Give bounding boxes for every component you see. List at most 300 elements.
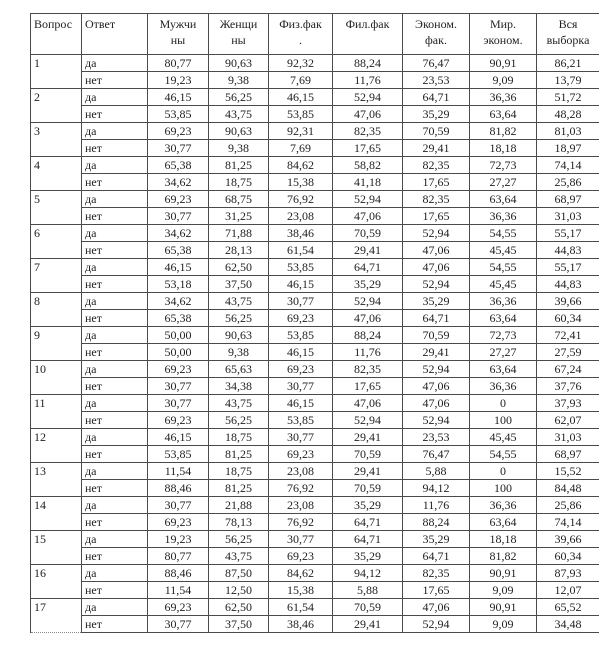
value-cell: 11,54 xyxy=(148,463,209,480)
value-cell: 72,73 xyxy=(470,327,537,344)
table-row xyxy=(31,446,599,463)
value-cell: 87,50 xyxy=(209,565,269,582)
table-row xyxy=(31,157,599,174)
value-cell: 44,83 xyxy=(537,276,599,293)
value-cell: 15,38 xyxy=(269,582,333,599)
value-cell: 45,45 xyxy=(470,429,537,446)
value-cell: 65,38 xyxy=(148,310,209,327)
value-cell: 34,38 xyxy=(209,378,269,395)
table-row xyxy=(31,276,599,293)
value-cell: 43,75 xyxy=(209,293,269,310)
value-cell: 31,03 xyxy=(537,208,599,225)
table-row xyxy=(31,140,599,157)
header-men: Мужчи ны xyxy=(148,14,209,55)
value-cell: 53,85 xyxy=(269,327,333,344)
value-cell: 7,69 xyxy=(269,72,333,89)
table-row xyxy=(31,531,599,548)
value-cell: 82,35 xyxy=(403,191,470,208)
question-number: 10 xyxy=(31,361,82,395)
answer-cell: да xyxy=(82,395,148,412)
value-cell: 72,41 xyxy=(537,327,599,344)
value-cell: 23,53 xyxy=(403,72,470,89)
value-cell: 47,06 xyxy=(403,395,470,412)
value-cell: 36,36 xyxy=(470,378,537,395)
value-cell: 23,08 xyxy=(269,497,333,514)
value-cell: 81,25 xyxy=(209,480,269,497)
question-number: 12 xyxy=(31,429,82,463)
value-cell: 86,21 xyxy=(537,55,599,72)
table-row xyxy=(31,225,599,242)
value-cell: 65,52 xyxy=(537,599,599,616)
value-cell: 37,76 xyxy=(537,378,599,395)
table-row xyxy=(31,582,599,599)
value-cell: 44,83 xyxy=(537,242,599,259)
value-cell: 71,88 xyxy=(209,225,269,242)
value-cell: 17,65 xyxy=(333,140,403,157)
value-cell: 37,50 xyxy=(209,276,269,293)
question-number: 8 xyxy=(31,293,82,327)
value-cell: 50,00 xyxy=(148,344,209,361)
value-cell: 36,36 xyxy=(470,293,537,310)
value-cell: 70,59 xyxy=(333,480,403,497)
value-cell: 23,08 xyxy=(269,208,333,225)
table-row xyxy=(31,514,599,531)
value-cell: 30,77 xyxy=(269,378,333,395)
answer-cell: нет xyxy=(82,514,148,531)
value-cell: 46,15 xyxy=(269,276,333,293)
value-cell: 52,94 xyxy=(403,412,470,429)
header-total: Вся выборка xyxy=(537,14,599,55)
value-cell: 53,85 xyxy=(269,259,333,276)
value-cell: 100 xyxy=(470,480,537,497)
value-cell: 80,77 xyxy=(148,55,209,72)
value-cell: 47,06 xyxy=(333,310,403,327)
value-cell: 47,06 xyxy=(333,106,403,123)
value-cell: 30,77 xyxy=(269,293,333,310)
value-cell: 30,77 xyxy=(269,429,333,446)
value-cell: 34,62 xyxy=(148,225,209,242)
value-cell: 74,14 xyxy=(537,157,599,174)
value-cell: 84,62 xyxy=(269,565,333,582)
answer-cell: нет xyxy=(82,106,148,123)
document-page xyxy=(30,13,599,633)
value-cell: 12,50 xyxy=(209,582,269,599)
answer-cell: да xyxy=(82,599,148,616)
value-cell: 69,23 xyxy=(269,548,333,565)
value-cell: 27,59 xyxy=(537,344,599,361)
value-cell: 61,54 xyxy=(269,599,333,616)
table-body xyxy=(31,55,599,633)
table-row xyxy=(31,565,599,582)
value-cell: 47,06 xyxy=(403,259,470,276)
value-cell: 46,15 xyxy=(148,429,209,446)
value-cell: 82,35 xyxy=(403,157,470,174)
answer-cell: да xyxy=(82,225,148,242)
value-cell: 34,62 xyxy=(148,293,209,310)
value-cell: 11,76 xyxy=(333,344,403,361)
value-cell: 90,63 xyxy=(209,55,269,72)
value-cell: 11,76 xyxy=(333,72,403,89)
answer-cell: да xyxy=(82,361,148,378)
table-row xyxy=(31,463,599,480)
value-cell: 53,85 xyxy=(148,106,209,123)
value-cell: 52,94 xyxy=(333,293,403,310)
table-row xyxy=(31,395,599,412)
answer-cell: да xyxy=(82,293,148,310)
value-cell: 68,97 xyxy=(537,446,599,463)
value-cell: 29,41 xyxy=(333,429,403,446)
value-cell: 43,75 xyxy=(209,395,269,412)
header-phys-fac: Физ.фак . xyxy=(269,14,333,55)
value-cell: 35,29 xyxy=(403,106,470,123)
answer-cell: да xyxy=(82,123,148,140)
value-cell: 80,77 xyxy=(148,548,209,565)
value-cell: 18,97 xyxy=(537,140,599,157)
value-cell: 72,73 xyxy=(470,157,537,174)
answer-cell: да xyxy=(82,463,148,480)
answer-cell: нет xyxy=(82,548,148,565)
value-cell: 69,23 xyxy=(148,123,209,140)
header-econ-fac: Эконом. фак. xyxy=(403,14,470,55)
value-cell: 7,69 xyxy=(269,140,333,157)
value-cell: 46,15 xyxy=(269,395,333,412)
value-cell: 15,38 xyxy=(269,174,333,191)
table-row xyxy=(31,378,599,395)
table-row xyxy=(31,174,599,191)
value-cell: 53,85 xyxy=(269,412,333,429)
table-row xyxy=(31,293,599,310)
value-cell: 35,29 xyxy=(333,497,403,514)
value-cell: 52,94 xyxy=(333,412,403,429)
value-cell: 53,85 xyxy=(148,446,209,463)
value-cell: 81,03 xyxy=(537,123,599,140)
value-cell: 46,15 xyxy=(148,259,209,276)
value-cell: 18,18 xyxy=(470,531,537,548)
answer-cell: да xyxy=(82,55,148,72)
header-world-econ: Мир. эконом. xyxy=(470,14,537,55)
value-cell: 41,18 xyxy=(333,174,403,191)
question-number: 17 xyxy=(31,599,82,633)
value-cell: 35,29 xyxy=(333,276,403,293)
value-cell: 76,92 xyxy=(269,480,333,497)
header-answer: Ответ xyxy=(82,14,148,55)
value-cell: 62,07 xyxy=(537,412,599,429)
value-cell: 38,46 xyxy=(269,616,333,633)
table-row xyxy=(31,429,599,446)
value-cell: 43,75 xyxy=(209,548,269,565)
answer-cell: да xyxy=(82,429,148,446)
value-cell: 54,55 xyxy=(470,446,537,463)
value-cell: 39,66 xyxy=(537,293,599,310)
value-cell: 64,71 xyxy=(333,514,403,531)
value-cell: 60,34 xyxy=(537,548,599,565)
value-cell: 81,25 xyxy=(209,157,269,174)
value-cell: 92,31 xyxy=(269,123,333,140)
value-cell: 62,50 xyxy=(209,599,269,616)
value-cell: 23,53 xyxy=(403,429,470,446)
answer-cell: да xyxy=(82,191,148,208)
value-cell: 69,23 xyxy=(269,310,333,327)
question-number: 14 xyxy=(31,497,82,531)
value-cell: 43,75 xyxy=(209,106,269,123)
value-cell: 69,23 xyxy=(148,514,209,531)
value-cell: 36,36 xyxy=(470,497,537,514)
value-cell: 88,46 xyxy=(148,480,209,497)
question-number: 9 xyxy=(31,327,82,361)
question-number: 6 xyxy=(31,225,82,259)
value-cell: 35,29 xyxy=(333,548,403,565)
value-cell: 69,23 xyxy=(148,412,209,429)
question-number: 13 xyxy=(31,463,82,497)
value-cell: 9,38 xyxy=(209,140,269,157)
table-row xyxy=(31,89,599,106)
value-cell: 50,00 xyxy=(148,327,209,344)
value-cell: 46,15 xyxy=(148,89,209,106)
value-cell: 87,93 xyxy=(537,565,599,582)
question-number: 2 xyxy=(31,89,82,123)
value-cell: 36,36 xyxy=(470,208,537,225)
value-cell: 29,41 xyxy=(333,616,403,633)
answer-cell: да xyxy=(82,259,148,276)
value-cell: 36,36 xyxy=(470,89,537,106)
value-cell: 18,75 xyxy=(209,463,269,480)
value-cell: 63,64 xyxy=(470,514,537,531)
value-cell: 63,64 xyxy=(470,106,537,123)
table-row xyxy=(31,599,599,616)
table-row xyxy=(31,616,599,633)
table-row xyxy=(31,548,599,565)
value-cell: 52,94 xyxy=(403,276,470,293)
value-cell: 63,64 xyxy=(470,191,537,208)
value-cell: 63,64 xyxy=(470,310,537,327)
value-cell: 29,41 xyxy=(403,344,470,361)
table-row xyxy=(31,310,599,327)
value-cell: 84,48 xyxy=(537,480,599,497)
value-cell: 88,24 xyxy=(333,55,403,72)
value-cell: 100 xyxy=(470,412,537,429)
value-cell: 30,77 xyxy=(148,208,209,225)
value-cell: 17,65 xyxy=(333,378,403,395)
value-cell: 17,65 xyxy=(403,582,470,599)
value-cell: 38,46 xyxy=(269,225,333,242)
question-number: 7 xyxy=(31,259,82,293)
value-cell: 68,97 xyxy=(537,191,599,208)
value-cell: 11,54 xyxy=(148,582,209,599)
value-cell: 88,24 xyxy=(333,327,403,344)
answer-cell: нет xyxy=(82,616,148,633)
value-cell: 18,75 xyxy=(209,174,269,191)
table-row xyxy=(31,208,599,225)
answer-cell: да xyxy=(82,565,148,582)
table-row xyxy=(31,123,599,140)
question-number: 3 xyxy=(31,123,82,157)
value-cell: 69,23 xyxy=(148,599,209,616)
value-cell: 90,91 xyxy=(470,565,537,582)
question-number: 15 xyxy=(31,531,82,565)
value-cell: 78,13 xyxy=(209,514,269,531)
value-cell: 9,09 xyxy=(470,616,537,633)
value-cell: 47,06 xyxy=(403,378,470,395)
answer-cell: нет xyxy=(82,208,148,225)
value-cell: 65,38 xyxy=(148,242,209,259)
value-cell: 37,93 xyxy=(537,395,599,412)
value-cell: 19,23 xyxy=(148,531,209,548)
answer-cell: да xyxy=(82,157,148,174)
value-cell: 46,15 xyxy=(269,344,333,361)
value-cell: 5,88 xyxy=(333,582,403,599)
answer-cell: нет xyxy=(82,446,148,463)
value-cell: 69,23 xyxy=(269,361,333,378)
value-cell: 51,72 xyxy=(537,89,599,106)
value-cell: 81,82 xyxy=(470,123,537,140)
value-cell: 64,71 xyxy=(403,89,470,106)
value-cell: 47,06 xyxy=(403,599,470,616)
value-cell: 76,47 xyxy=(403,446,470,463)
table-row xyxy=(31,480,599,497)
answer-cell: да xyxy=(82,497,148,514)
value-cell: 94,12 xyxy=(333,565,403,582)
value-cell: 30,77 xyxy=(148,497,209,514)
answer-cell: нет xyxy=(82,344,148,361)
value-cell: 29,41 xyxy=(403,140,470,157)
value-cell: 29,41 xyxy=(333,463,403,480)
value-cell: 76,47 xyxy=(403,55,470,72)
value-cell: 9,09 xyxy=(470,72,537,89)
value-cell: 56,25 xyxy=(209,310,269,327)
value-cell: 55,17 xyxy=(537,225,599,242)
value-cell: 70,59 xyxy=(403,327,470,344)
header-question: Вопрос xyxy=(31,14,82,55)
value-cell: 53,85 xyxy=(269,106,333,123)
value-cell: 52,94 xyxy=(403,361,470,378)
value-cell: 35,29 xyxy=(403,531,470,548)
value-cell: 67,24 xyxy=(537,361,599,378)
value-cell: 69,23 xyxy=(148,361,209,378)
value-cell: 88,24 xyxy=(403,514,470,531)
answer-cell: нет xyxy=(82,378,148,395)
value-cell: 48,28 xyxy=(537,106,599,123)
value-cell: 55,17 xyxy=(537,259,599,276)
table-row xyxy=(31,344,599,361)
value-cell: 21,88 xyxy=(209,497,269,514)
value-cell: 56,25 xyxy=(209,89,269,106)
value-cell: 84,62 xyxy=(269,157,333,174)
table-row xyxy=(31,191,599,208)
value-cell: 68,75 xyxy=(209,191,269,208)
value-cell: 30,77 xyxy=(148,616,209,633)
value-cell: 31,25 xyxy=(209,208,269,225)
value-cell: 9,09 xyxy=(470,582,537,599)
value-cell: 64,71 xyxy=(403,310,470,327)
value-cell: 90,63 xyxy=(209,327,269,344)
answer-cell: да xyxy=(82,89,148,106)
value-cell: 47,06 xyxy=(333,208,403,225)
value-cell: 52,94 xyxy=(333,89,403,106)
value-cell: 0 xyxy=(470,395,537,412)
table-row xyxy=(31,242,599,259)
value-cell: 12,07 xyxy=(537,582,599,599)
value-cell: 64,71 xyxy=(333,531,403,548)
value-cell: 65,63 xyxy=(209,361,269,378)
question-number: 1 xyxy=(31,55,82,89)
value-cell: 30,77 xyxy=(148,140,209,157)
question-number: 4 xyxy=(31,157,82,191)
value-cell: 76,92 xyxy=(269,514,333,531)
value-cell: 52,94 xyxy=(403,225,470,242)
value-cell: 70,59 xyxy=(333,446,403,463)
value-cell: 69,23 xyxy=(148,191,209,208)
value-cell: 81,82 xyxy=(470,548,537,565)
value-cell: 17,65 xyxy=(403,208,470,225)
value-cell: 27,27 xyxy=(470,344,537,361)
value-cell: 82,35 xyxy=(403,565,470,582)
value-cell: 94,12 xyxy=(403,480,470,497)
value-cell: 23,08 xyxy=(269,463,333,480)
value-cell: 9,38 xyxy=(209,72,269,89)
value-cell: 17,65 xyxy=(403,174,470,191)
value-cell: 30,77 xyxy=(148,395,209,412)
answer-cell: нет xyxy=(82,72,148,89)
value-cell: 11,76 xyxy=(403,497,470,514)
value-cell: 82,35 xyxy=(333,361,403,378)
value-cell: 9,38 xyxy=(209,344,269,361)
value-cell: 56,25 xyxy=(209,531,269,548)
value-cell: 92,32 xyxy=(269,55,333,72)
table-row xyxy=(31,72,599,89)
value-cell: 82,35 xyxy=(333,123,403,140)
value-cell: 25,86 xyxy=(537,174,599,191)
value-cell: 18,18 xyxy=(470,140,537,157)
value-cell: 76,92 xyxy=(269,191,333,208)
value-cell: 64,71 xyxy=(403,548,470,565)
value-cell: 18,75 xyxy=(209,429,269,446)
value-cell: 90,63 xyxy=(209,123,269,140)
value-cell: 64,71 xyxy=(333,259,403,276)
answer-cell: да xyxy=(82,327,148,344)
value-cell: 58,82 xyxy=(333,157,403,174)
value-cell: 70,59 xyxy=(333,599,403,616)
table-row xyxy=(31,361,599,378)
value-cell: 70,59 xyxy=(403,123,470,140)
answer-cell: да xyxy=(82,531,148,548)
value-cell: 37,50 xyxy=(209,616,269,633)
value-cell: 5,88 xyxy=(403,463,470,480)
value-cell: 53,18 xyxy=(148,276,209,293)
value-cell: 69,23 xyxy=(269,446,333,463)
table-header-row xyxy=(31,14,599,55)
value-cell: 19,23 xyxy=(148,72,209,89)
answer-cell: нет xyxy=(82,276,148,293)
table-row xyxy=(31,412,599,429)
table-row xyxy=(31,497,599,514)
value-cell: 56,25 xyxy=(209,412,269,429)
value-cell: 62,50 xyxy=(209,259,269,276)
value-cell: 35,29 xyxy=(403,293,470,310)
value-cell: 81,25 xyxy=(209,446,269,463)
question-number: 16 xyxy=(31,565,82,599)
value-cell: 88,46 xyxy=(148,565,209,582)
answer-cell: нет xyxy=(82,140,148,157)
value-cell: 31,03 xyxy=(537,429,599,446)
value-cell: 74,14 xyxy=(537,514,599,531)
value-cell: 30,77 xyxy=(148,378,209,395)
value-cell: 60,34 xyxy=(537,310,599,327)
value-cell: 15,52 xyxy=(537,463,599,480)
value-cell: 28,13 xyxy=(209,242,269,259)
value-cell: 13,79 xyxy=(537,72,599,89)
value-cell: 54,55 xyxy=(470,259,537,276)
value-cell: 29,41 xyxy=(333,242,403,259)
